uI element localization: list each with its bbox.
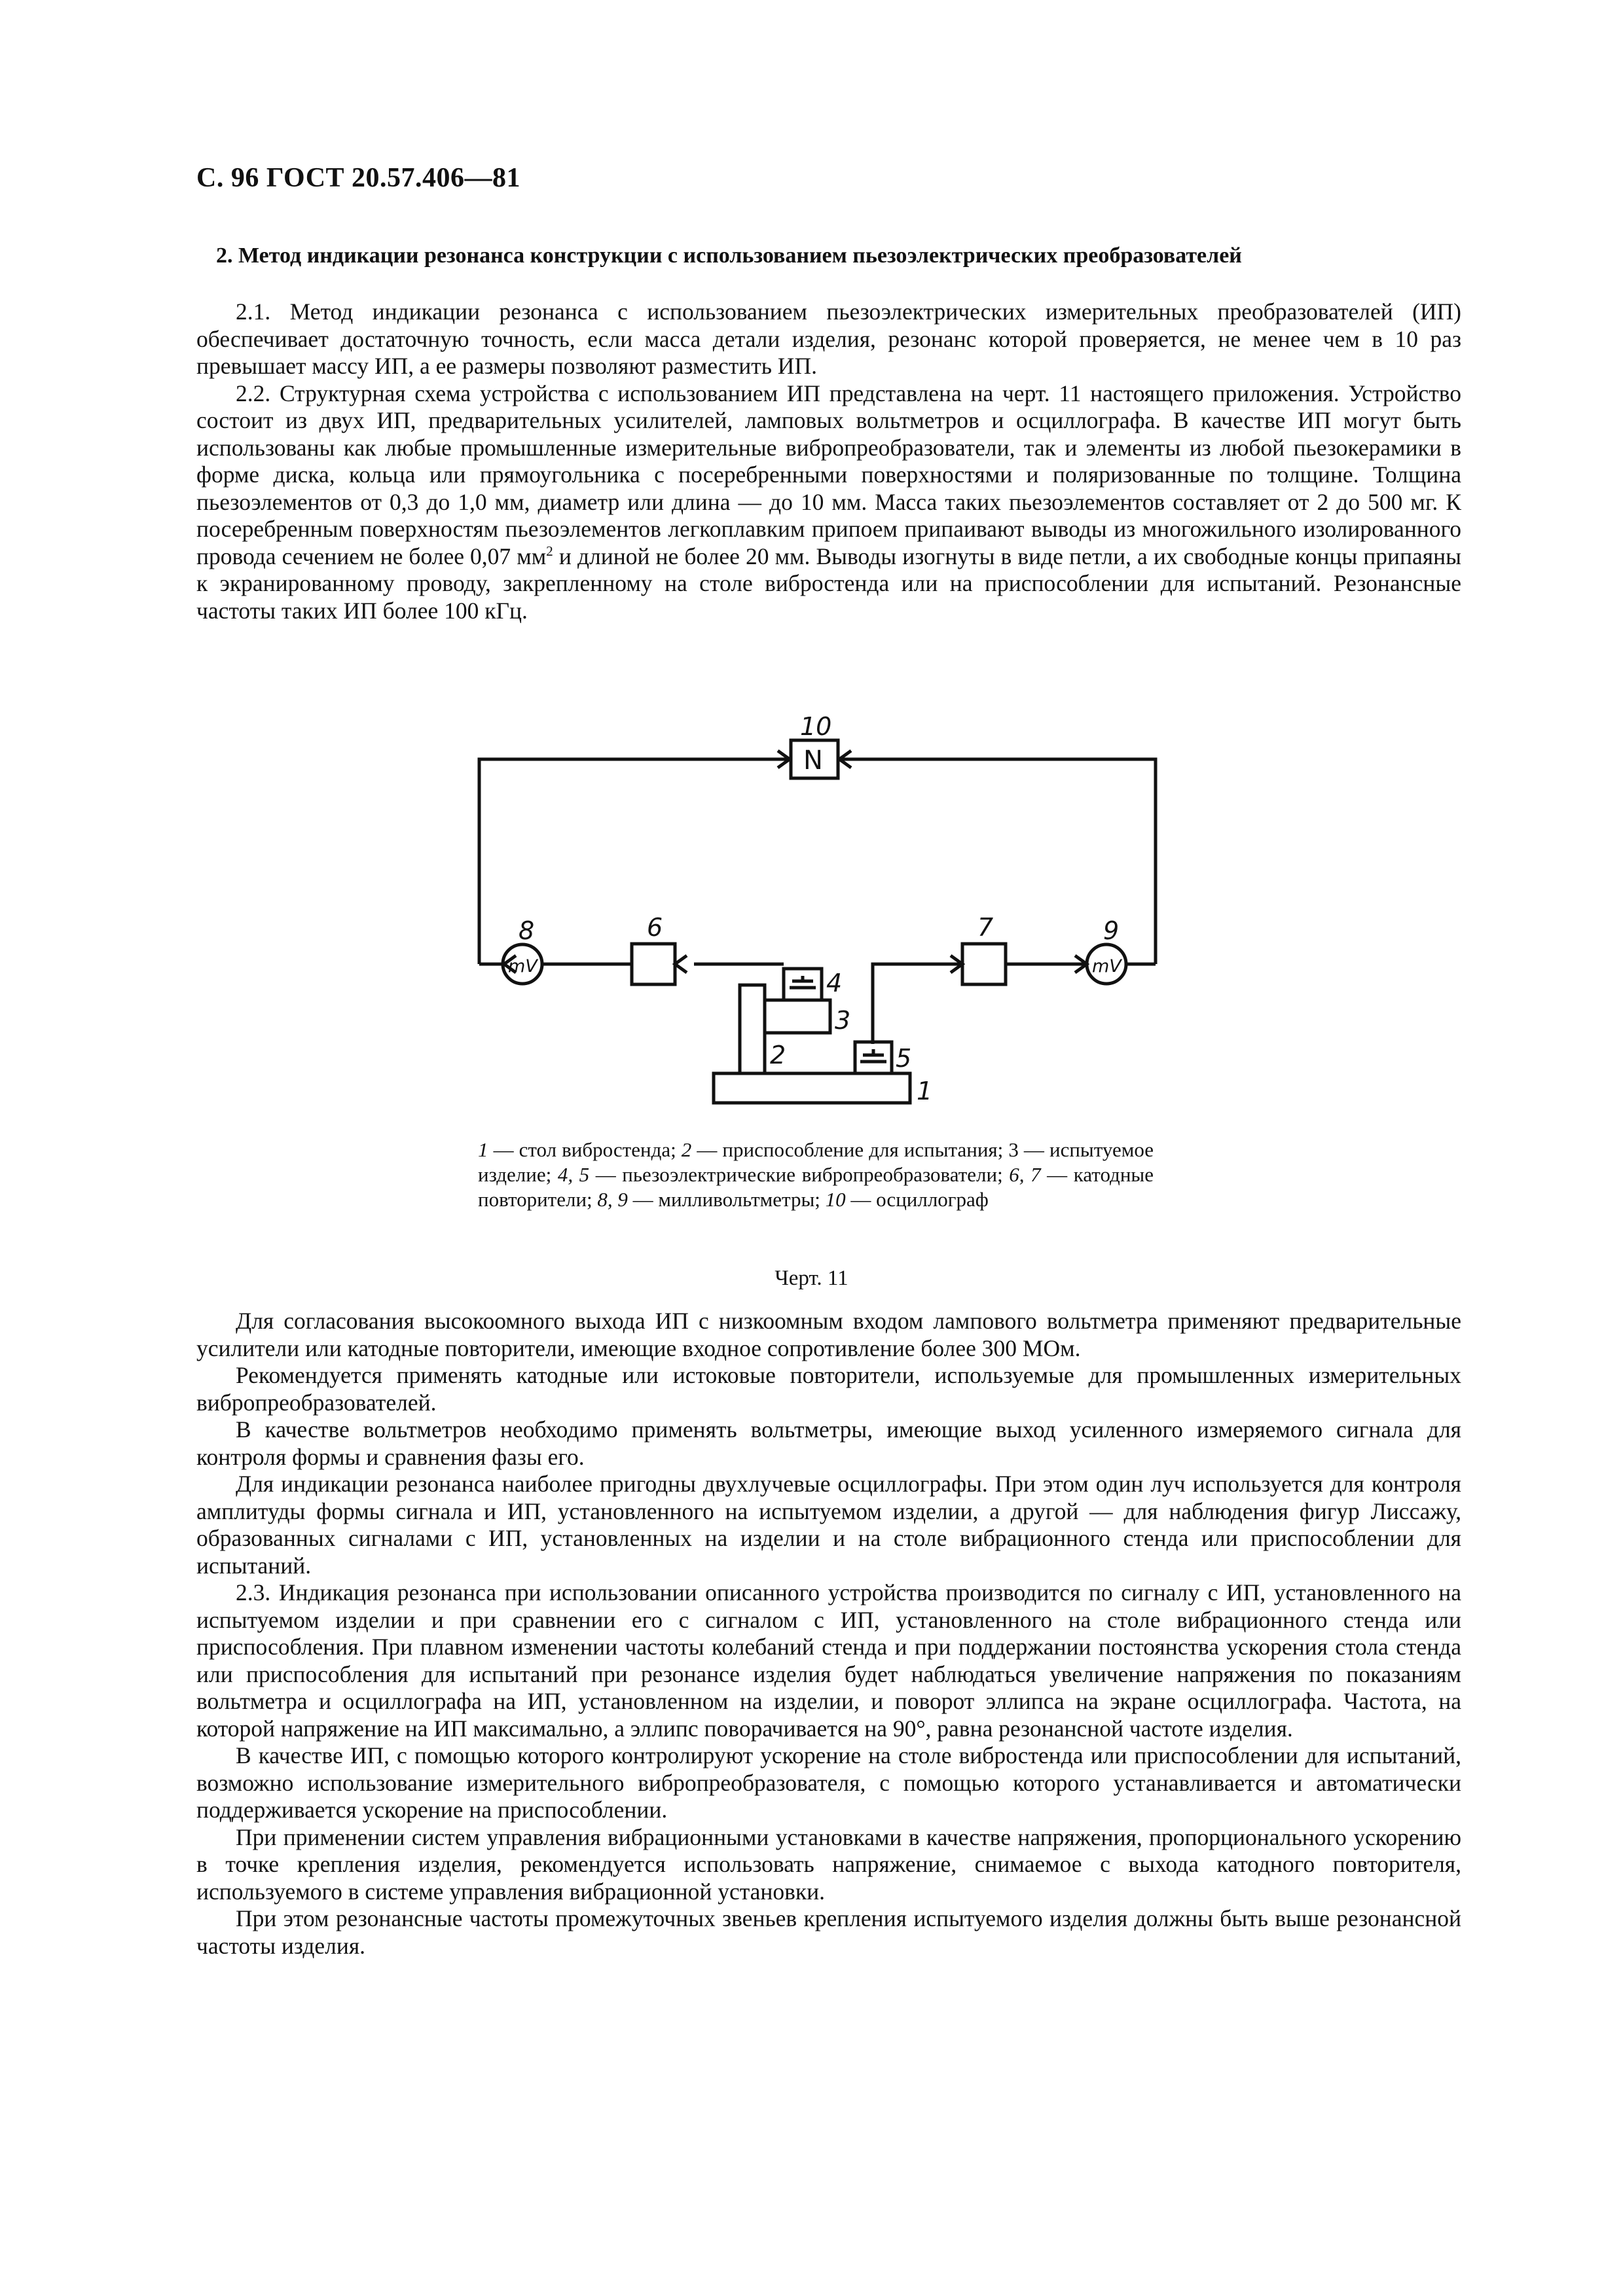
label-7: 7	[977, 913, 994, 942]
label-8: 8	[519, 916, 535, 945]
arrow-into-6	[675, 956, 687, 973]
superscript-2: 2	[546, 543, 553, 559]
test-fixture-2	[740, 985, 765, 1073]
piezo-sensor-4	[784, 969, 822, 1000]
label-N: N	[803, 745, 823, 776]
text-block-bottom	[196, 1308, 1461, 1960]
paragraph-matching: Для согласования высокоомного выхода ИП с низкоомным входом лампового вольтметра применяют предварительные усилители или катодные повторители, имеющие входное сопротивление более 300 МОм.	[196, 1308, 1461, 1361]
paragraph-2-1: 2.1. Метод индикации резонанса с использованием пьезоэлектрических измерительных преобразователей (ИП) обеспечивает достаточную точность, если масса детали изделия, резонанс которой проверяется, не менее чем в 10 раз превышает массу ИП, а ее размеры позволяют разместить ИП.	[196, 298, 1461, 379]
figure-caption: 1 — стол вибростенда; 2 — приспособление для испытания; 3 — испытуемое изделие; 4, 5 — пьезоэлектрические вибропреобразователи; 6, 7 — катодные повторители; 8, 9 — милливольтметры; 10 — осциллограф	[478, 1138, 1154, 1211]
label-mv-9: mV	[1092, 956, 1122, 977]
paragraph-followers: Рекомендуется применять катодные или истоковые повторители, используемые для промышленных измерительных вибропреобразователей.	[196, 1362, 1461, 1416]
label-4: 4	[826, 969, 843, 997]
label-1: 1	[917, 1077, 933, 1105]
test-item-3	[765, 1000, 830, 1033]
paragraph-oscilloscopes: Для индикации резонанса наиболее пригодны двухлучевые осциллографы. При этом один луч используется для контроля амплитуды формы сигнала и ИП, установленного на испытуемом изделии, а другой — для наблюдения фигур Лиссажу, образованных сигналами с ИП, установленных на изделии и на столе вибрационного стенда или приспособлении для испытаний.	[196, 1471, 1461, 1579]
paragraph-resonant-frequencies: При этом резонансные частоты промежуточных звеньев крепления испытуемого изделия должны быть выше резонансной частоты изделия.	[196, 1905, 1461, 1959]
structural-diagram	[458, 704, 1178, 1122]
paragraph-voltmeters: В качестве вольтметров необходимо применять вольтметры, имеющие выход усиленного измеряемого сигнала для контроля формы и сравнения фазы его.	[196, 1416, 1461, 1470]
text-block-top	[196, 298, 1461, 624]
wire-5-to-7	[873, 964, 962, 1044]
paragraph-2-2-part-a: 2.2. Структурная схема устройства с использованием ИП представлена на черт. 11 настоящего приложения. Устройство состоит из двух ИП, предварительных усилителей, ламповых вольтметров и осциллографа. В качестве ИП могут быть использованы как любые промышленные измерительные вибропреобразователи, так и элементы из любой пьезокерамики в форме диска, кольца или прямоугольника с посеребренными поверхностями и поляризованные по толщине. Толщина пьезоэлементов от 0,3 до 1,0 мм, диаметр или длина — до 10 мм. Масса таких пьезоэлементов составляет от 2 до 500 мг. К посеребренным поверхностям пьезоэлементов легкоплавким припоем припаивают выводы из многожильного изолированного провода сечением не более 0,07 мм	[196, 380, 1461, 569]
label-10: 10	[800, 712, 832, 741]
figure-title: Черт. 11	[775, 1266, 848, 1290]
label-3: 3	[835, 1006, 851, 1035]
section-title: 2. Метод индикации резонанса конструкции с использованием пьезоэлектрических преобразователей	[216, 243, 1242, 268]
piezo-sensor-5	[855, 1042, 892, 1073]
vibration-table-1	[714, 1073, 910, 1103]
label-5: 5	[896, 1044, 912, 1073]
label-mv-8: mV	[508, 956, 538, 977]
cathode-follower-7	[962, 944, 1006, 984]
label-2: 2	[770, 1041, 786, 1069]
page-header: С. 96 ГОСТ 20.57.406—81	[196, 163, 521, 193]
paragraph-2-2	[196, 380, 1461, 625]
label-6: 6	[647, 913, 663, 942]
paragraph-2-2-part-b: и длиной не более 20 мм. Выводы изогнуты в виде петли, а их свободные концы припаяны к экранированному проводу, закрепленному на столе вибростенда или на приспособлении для испытаний. Резонансные частоты таких ИП более 100 кГц.	[196, 543, 1461, 624]
cathode-follower-6	[632, 944, 675, 984]
paragraph-acceleration-control: В качестве ИП, с помощью которого контролируют ускорение на столе вибростенда или приспособлении для испытаний, возможно использование измерительного вибропреобразователя, с помощью которого устанавливается и автоматически поддерживается ускорение на приспособлении.	[196, 1742, 1461, 1823]
paragraph-control-systems: При применении систем управления вибрационными установками в качестве напряжения, пропорционального ускорению в точке крепления изделия, рекомендуется использовать напряжение, снимаемое с выхода катодного повторителя, используемого в системе управления вибрационной установки.	[196, 1823, 1461, 1905]
paragraph-2-3: 2.3. Индикация резонанса при использовании описанного устройства производится по сигналу с ИП, установленного на испытуемом изделии и при сравнении его с сигналом с ИП, установленного на столе вибрационного стенда или приспособления. При плавном изменении частоты колебаний стенда и при поддержании постоянства ускорения стола стенда или приспособления для испытаний при резонансе изделия будет наблюдаться увеличение напряжения по показаниям вольтметра и осциллографа на ИП, установленном на изделии, и поворот эллипса на экране осциллографа. Частота, на которой напряжение на ИП максимально, а эллипс поворачивается на 90°, равна резонансной частоте изделия.	[196, 1579, 1461, 1742]
label-9: 9	[1103, 916, 1120, 945]
